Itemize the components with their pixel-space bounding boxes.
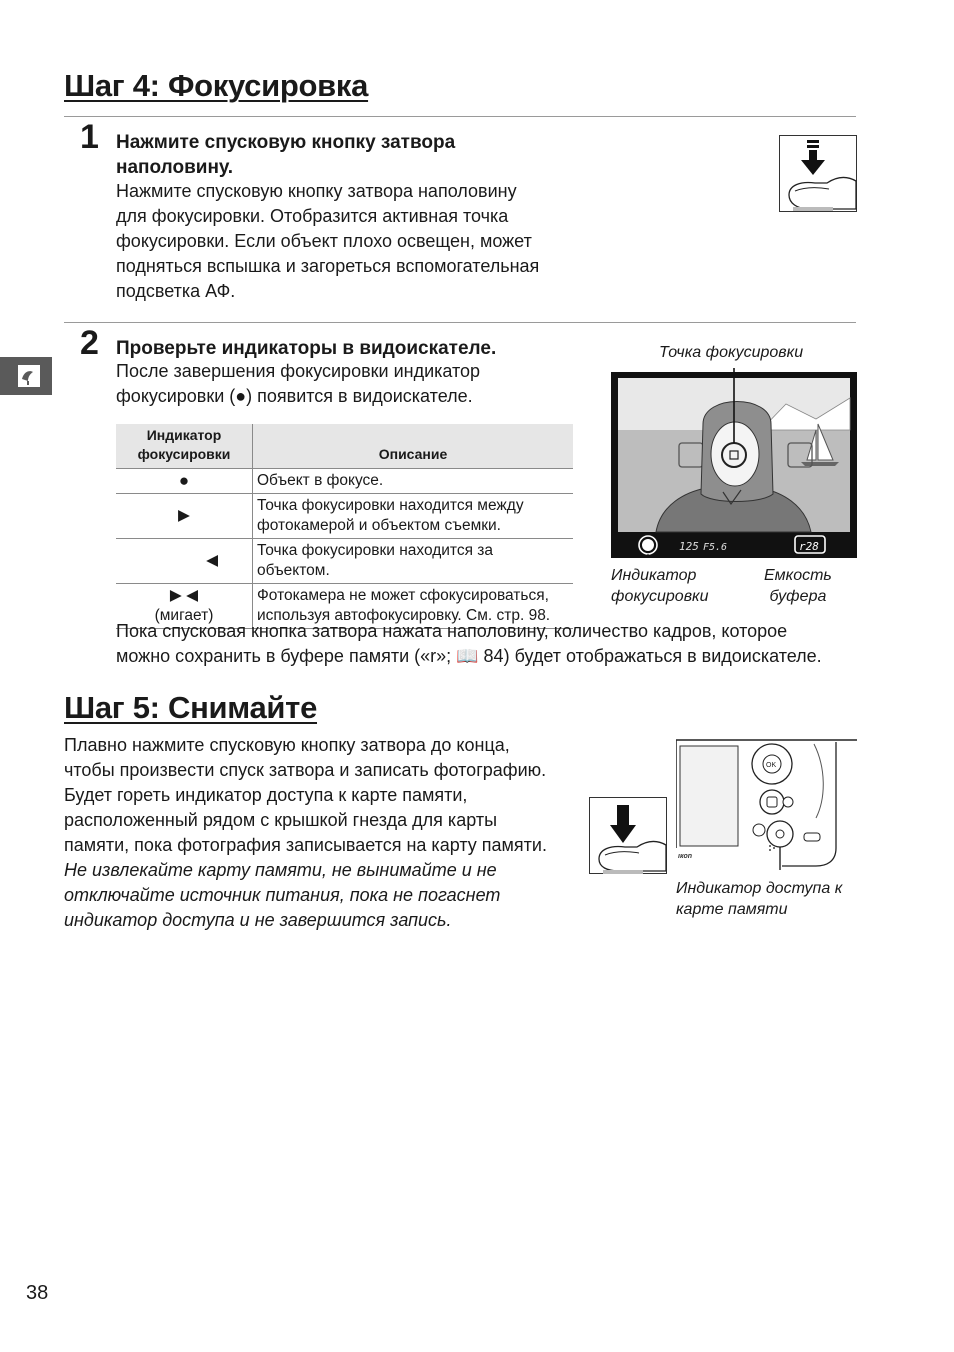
- description-cell: Фотокамера не может сфокусироваться, используя автофокусировку. См. стр. 98.: [253, 584, 574, 629]
- camera-back-illustration: [676, 738, 857, 870]
- caption-focus-indicator: Индикатор фокусировки: [611, 567, 709, 605]
- chapter-tab: [0, 357, 52, 395]
- caption-buffer-capacity: Емкость буфера: [764, 567, 832, 605]
- table-header-indicator: Индикатор фокусировки: [116, 424, 253, 469]
- table-header-row: [116, 424, 573, 469]
- section-title-focus: Шаг 4: Фокусировка: [64, 68, 369, 103]
- step-1-title: Нажмите спусковую кнопку затвора наполовину.: [116, 132, 456, 178]
- divider: [64, 116, 856, 117]
- indicator-cell: ●: [116, 469, 253, 494]
- indicator-cell: ▶ ◀ (мигает): [116, 584, 253, 629]
- step-number-2: 2: [80, 324, 99, 362]
- step-1-body: Нажмите спусковую кнопку затвора наполовину для фокусировки. Отобразится активная точка фокусировки. Если объект плохо освещен, может подняться вспышка и загореться вспомогательная подсветка АФ.: [116, 181, 540, 301]
- description-cell: Точка фокусировки находится между фотокамерой и объектом съемки.: [253, 494, 574, 539]
- caption-card-access: Индикатор доступа к карте памяти: [676, 880, 843, 918]
- description-cell: Точка фокусировки находится за объектом.: [253, 539, 574, 584]
- description-cell: Объект в фокусе.: [253, 469, 574, 494]
- indicator-cell: ◀: [116, 539, 253, 584]
- table-row: [116, 469, 573, 494]
- camera-tab-icon: [0, 357, 52, 395]
- buffer-readout: r28: [799, 540, 819, 553]
- half-press-shutter-illustration: [779, 135, 857, 213]
- page-number: 38: [26, 1282, 49, 1304]
- full-press-shutter-illustration: [589, 797, 667, 875]
- svg-text:ıкon: ıкon: [678, 853, 693, 860]
- table-row: [116, 539, 573, 584]
- shutter-speed-readout: 125: [679, 540, 699, 553]
- table-header-description: Описание: [253, 424, 574, 469]
- section-title-shoot: Шаг 5: Снимайте: [64, 690, 318, 725]
- viewfinder-illustration: [611, 364, 857, 558]
- shoot-body: Плавно нажмите спусковую кнопку затвора до конца, чтобы произвести спуск затвора и записать фотографию. Будет гореть индикатор доступа к карте памяти, расположенный рядом с крышкой гнезда для карты памяти, пока фотография записывается на карту памяти. Не извлекайте карту памяти, не вынимайте и не отключайте источник питания, пока не погаснет индикатор доступа и не завершится запись.: [64, 735, 547, 930]
- indicator-cell: ▶: [116, 494, 253, 539]
- step-2-title: Проверьте индикаторы в видоискателе.: [116, 338, 497, 359]
- buffer-note: Пока спусковая кнопка затвора нажата наполовину, количество кадров, которое можно сохранить в буфере памяти («r»; 📖 84) будет отображаться в видоискателе.: [116, 621, 822, 666]
- svg-text:OK: OK: [766, 762, 777, 769]
- step-2-body: После завершения фокусировки индикатор фокусировки (●) появится в видоискателе.: [116, 361, 481, 406]
- caption-focus-point: Точка фокусировки: [659, 344, 804, 361]
- step-number-1: 1: [80, 118, 99, 156]
- focus-indicator-table: [116, 424, 573, 629]
- divider: [64, 322, 856, 323]
- table-row: [116, 494, 573, 539]
- aperture-readout: F5.6: [703, 542, 728, 553]
